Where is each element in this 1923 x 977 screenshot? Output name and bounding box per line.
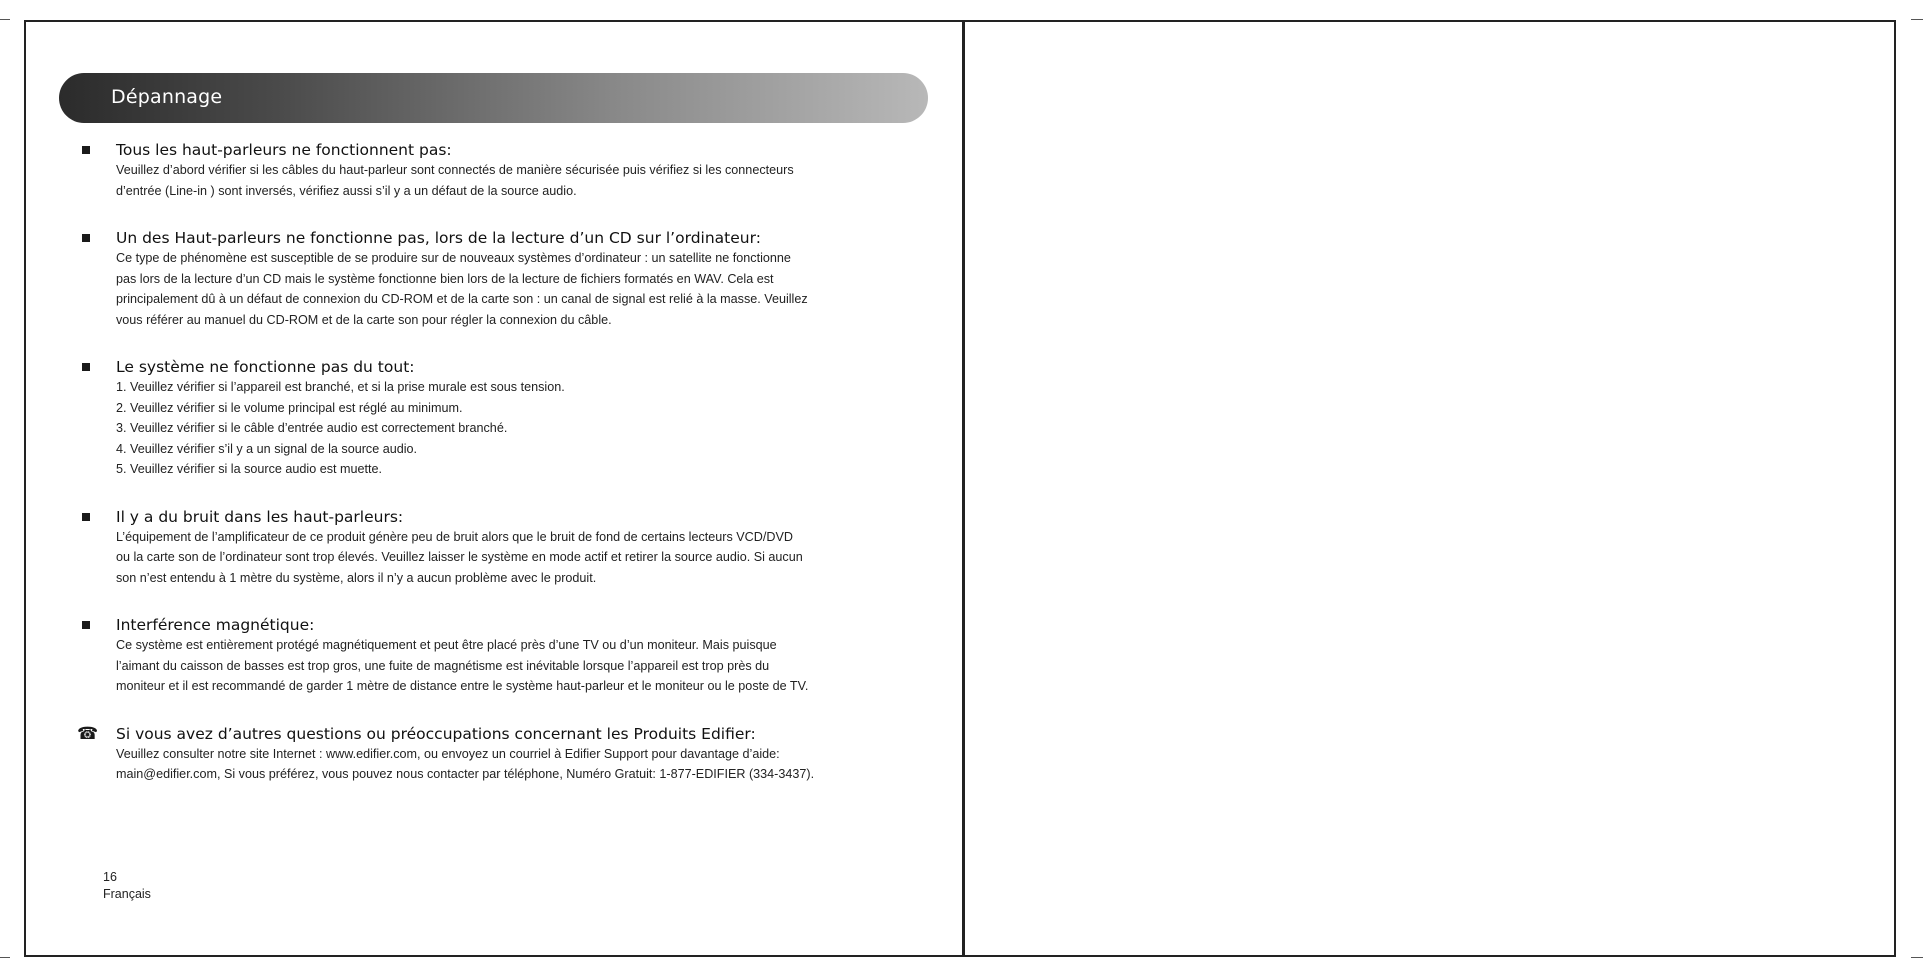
bullet-square-icon — [82, 621, 90, 629]
section-contact — [77, 723, 934, 785]
section-body — [94, 527, 914, 589]
section-body — [94, 377, 914, 480]
language-label: Français — [103, 887, 151, 901]
body-line: Ce système est entièrement protégé magnétiquement et peut être placé près d’une TV ou d’un moniteur. Mais puisque — [116, 638, 777, 652]
body-line: moniteur et il est recommandé de garder 1 mètre de distance entre le système haut-parleur et le moniteur ou le poste de TV. — [116, 679, 809, 693]
page-footer — [103, 869, 151, 903]
contact-body — [94, 744, 914, 785]
left-page — [26, 22, 962, 955]
body-line: ou la carte son de l’ordinateur sont trop élevés. Veuillez laisser le système en mode actif et retirer la source audio. Si aucun — [116, 550, 803, 564]
section-heading: Tous les haut-parleurs ne fonctionnent pas: — [116, 141, 452, 159]
bullet-square-icon — [82, 234, 90, 242]
body-line: principalement dû à un défaut de connexion du CD-ROM et de la carte son : un canal de signal est relié à la masse. Veuillez — [116, 292, 808, 306]
bullet-square-icon — [82, 513, 90, 521]
crop-mark-bottom-right — [1911, 957, 1923, 958]
section-noise — [94, 507, 934, 589]
body-line: l’aimant du caisson de basses est trop gros, une fuite de magnétisme est inévitable lorsque l’appareil est trop près du — [116, 658, 770, 673]
body-line: 5. Veuillez vérifier si la source audio est muette. — [116, 462, 382, 476]
contact-heading: Si vous avez d’autres questions ou préoccupations concernant les Produits Edifier: — [116, 724, 756, 743]
section-heading: Il y a du bruit dans les haut-parleurs: — [116, 507, 404, 526]
bullet-square-icon — [82, 146, 90, 154]
section-header-bar — [59, 73, 928, 123]
crop-mark-bottom-left — [0, 957, 10, 958]
troubleshooting-content — [77, 140, 934, 812]
body-line: 1. Veuillez vérifier si l’appareil est branché, et si la prise murale est sous tension. — [116, 380, 565, 394]
section-body — [94, 160, 914, 201]
body-line: main@edifier.com, Si vous préférez, vous pouvez nous contacter par téléphone, Numéro Gratuit: 1-877-EDIFIER (334-3437). — [116, 767, 815, 781]
body-line: pas lors de la lecture d’un CD mais le système fonctionne bien lors de la lecture de fichiers formatés en WAV. Cela est — [116, 271, 774, 286]
page-title: Dépannage — [111, 86, 223, 108]
telephone-icon: ☎ — [77, 723, 99, 743]
section-body — [94, 635, 914, 697]
crop-mark-top-right — [1911, 19, 1923, 20]
body-line: son n’est entendu à 1 mètre du système, alors il n’y a aucun problème avec le produit. — [116, 570, 597, 585]
body-line: vous référer au manuel du CD-ROM et de la carte son pour régler la connexion du câble. — [116, 312, 612, 327]
body-line: Veuillez d’abord vérifier si les câbles du haut-parleur sont connectés de manière sécurisée puis vérifiez si les connecteurs — [116, 163, 794, 177]
crop-mark-top-left — [0, 19, 10, 20]
body-line: Veuillez consulter notre site Internet : www.edifier.com, ou envoyez un courriel à Edifier Support pour davantage d’aide: — [116, 746, 780, 761]
body-line: 3. Veuillez vérifier si le câble d’entrée audio est correctement branché. — [116, 421, 508, 435]
body-line: 4. Veuillez vérifier s’il y a un signal de la source audio. — [116, 441, 418, 456]
body-line: d’entrée (Line-in ) sont inversés, vérifiez aussi s’il y a un défaut de la source audio. — [116, 183, 577, 198]
body-line: 2. Veuillez vérifier si le volume principal est réglé au minimum. — [116, 400, 463, 415]
page-number: 16 — [103, 870, 117, 884]
section-heading: Interférence magnétique: — [116, 616, 315, 634]
section-one-speaker-cd — [94, 228, 934, 330]
document-spread — [24, 20, 1896, 957]
section-body — [94, 248, 914, 330]
right-page-blank — [965, 22, 1896, 955]
section-system-not-working — [94, 357, 934, 480]
body-line: L’équipement de l’amplificateur de ce produit génère peu de bruit alors que le bruit de fond de certains lecteurs VCD/DVD — [116, 529, 793, 544]
section-magnetic-interference — [94, 615, 934, 697]
body-line: Ce type de phénomène est susceptible de se produire sur de nouveaux systèmes d’ordinateur : un satellite ne fonctionne — [116, 251, 791, 265]
bullet-square-icon — [82, 363, 90, 371]
section-all-speakers — [94, 140, 934, 201]
section-heading: Le système ne fonctionne pas du tout: — [116, 358, 415, 376]
section-heading: Un des Haut-parleurs ne fonctionne pas, lors de la lecture d’un CD sur l’ordinateur: — [116, 229, 761, 247]
